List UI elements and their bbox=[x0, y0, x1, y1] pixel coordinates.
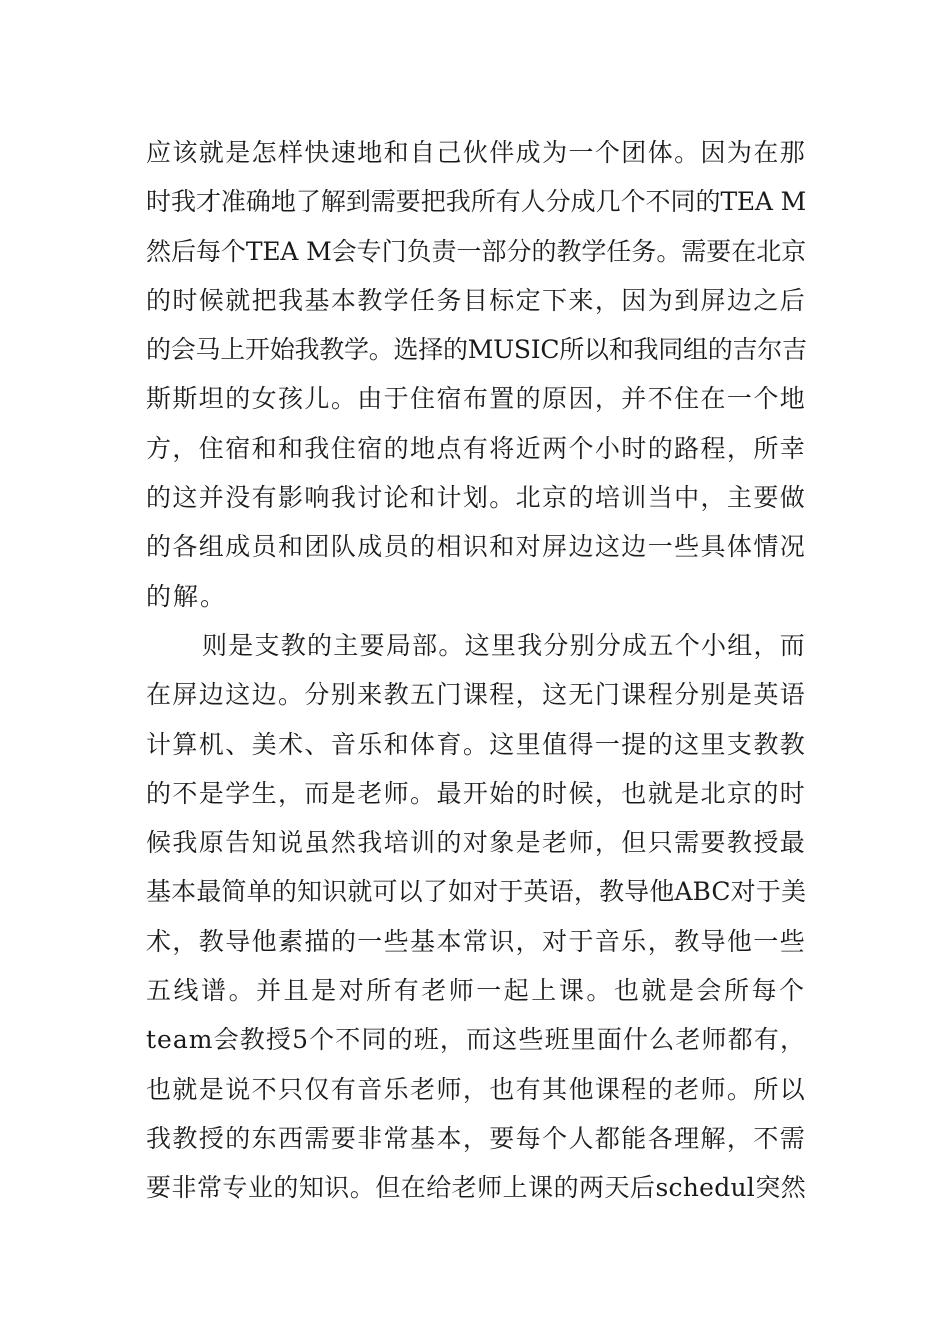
text-line: team会教授5个不同的班，而这些班里面什么老师都有， bbox=[146, 1025, 806, 1055]
text-line: 候我原告知说虽然我培训的对象是老师，但只需要教授最 bbox=[146, 828, 806, 858]
text-line: 要非常专业的知识。但在给老师上课的两天后schedul突然 bbox=[146, 1173, 806, 1203]
text-line: 方，住宿和和我住宿的地点有将近两个小时的路程，所幸 bbox=[146, 433, 806, 463]
text-line: 然后每个TEA M会专门负责一部分的教学任务。需要在北京 bbox=[146, 236, 806, 266]
text-line: 五线谱。并且是对所有老师一起上课。也就是会所每个 bbox=[146, 976, 806, 1006]
text-line: 的时候就把我基本教学任务目标定下来，因为到屏边之后 bbox=[146, 285, 806, 315]
text-line: 的解。 bbox=[146, 581, 228, 611]
text-line: 应该就是怎样快速地和自己伙伴成为一个团体。因为在那 bbox=[146, 138, 806, 167]
text-line: 我教授的东西需要非常基本，要每个人都能各理解，不需 bbox=[146, 1123, 806, 1153]
text-line: 也就是说不只仅有音乐老师，也有其他课程的老师。所以 bbox=[146, 1074, 806, 1104]
text-line: 基本最简单的知识就可以了如对于英语，教导他ABC对于美 bbox=[146, 877, 806, 907]
text-line: 的各组成员和团队成员的相识和对屏边这边一些具体情况 bbox=[146, 532, 806, 562]
body-text bbox=[146, 128, 806, 1213]
text-line: 计算机、美术、音乐和体育。这里值得一提的这里支教教 bbox=[146, 729, 806, 759]
text-line: 则是支教的主要局部。这里我分别分成五个小组，而 bbox=[202, 630, 806, 660]
text-line: 在屏边这边。分别来教五门课程，这无门课程分别是英语 bbox=[146, 680, 806, 710]
text-line: 的会马上开始我教学。选择的MUSIC所以和我同组的吉尔吉 bbox=[146, 335, 807, 365]
text-line: 斯斯坦的女孩儿。由于住宿布置的原因，并不住在一个地 bbox=[146, 384, 806, 414]
text-line: 的这并没有影响我讨论和计划。北京的培训当中，主要做 bbox=[146, 483, 806, 513]
text-line: 时我才准确地了解到需要把我所有人分成几个不同的TEA M bbox=[146, 187, 806, 217]
text-line: 的不是学生，而是老师。最开始的时候，也就是北京的时 bbox=[146, 778, 806, 808]
text-line: 术，教导他素描的一些基本常识，对于音乐，教导他一些 bbox=[146, 926, 806, 956]
